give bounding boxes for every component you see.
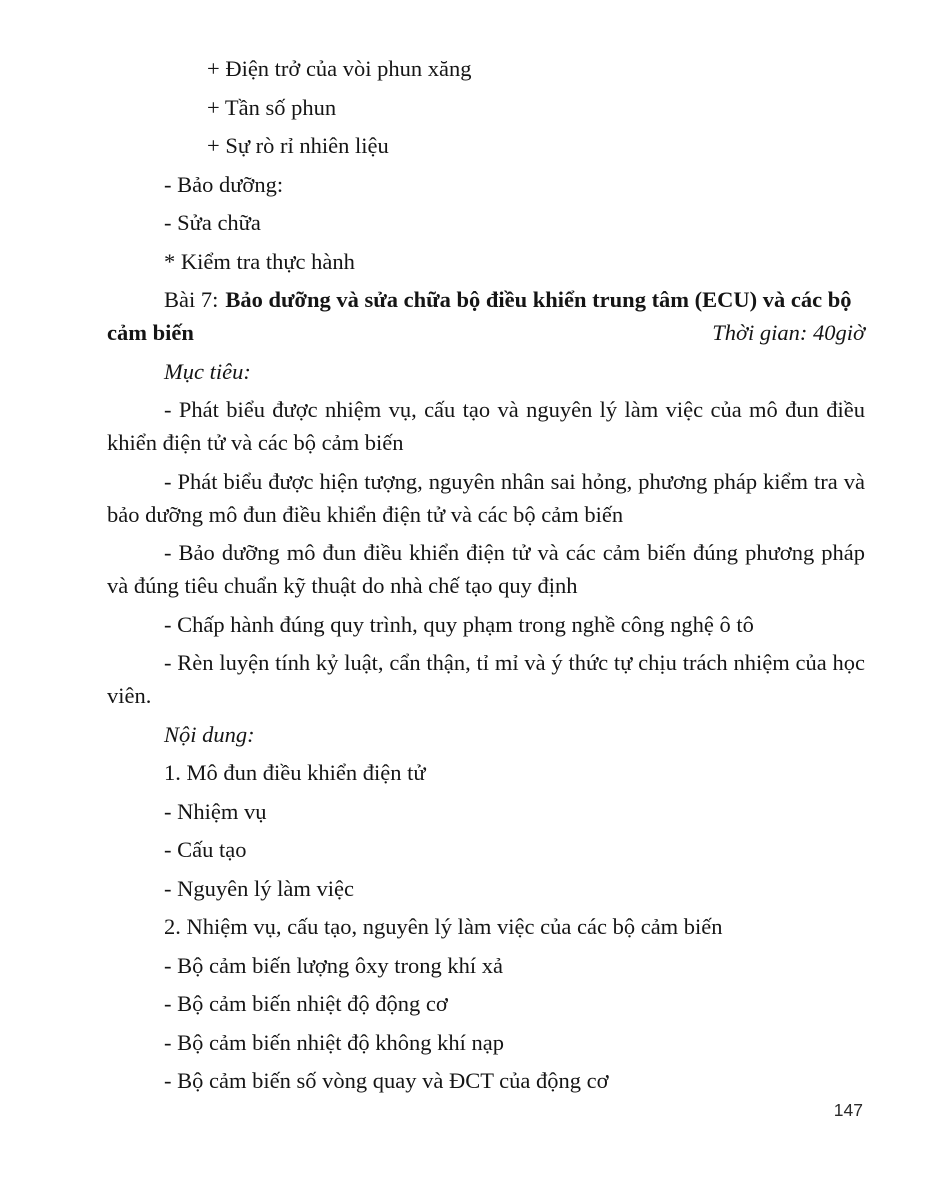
lesson-duration: Thời gian: 40giờ: [712, 320, 865, 345]
content-heading: Nội dung:: [164, 721, 255, 747]
content-item: - Bộ cảm biến số vòng quay và ĐCT của động cơ: [164, 1068, 609, 1093]
page-number: 147: [833, 1100, 863, 1120]
objective-item: - Phát biểu được hiện tượng, nguyên nhân sai hỏng, phương pháp kiểm tra và bảo dưỡng mô đun điều khiển điện tử và các bộ cảm biến: [107, 468, 865, 527]
dash-item: - Sửa chữa: [164, 210, 261, 235]
content-item: - Bộ cảm biến nhiệt độ không khí nạp: [164, 1029, 504, 1055]
lesson-label: Bài 7:: [164, 287, 219, 312]
content-item: - Bộ cảm biến lượng ôxy trong khí xả: [164, 952, 504, 978]
lesson-heading: [107, 283, 865, 349]
content-item: - Bộ cảm biến nhiệt độ động cơ: [164, 991, 448, 1016]
check-item: + Điện trở của vòi phun xăng: [207, 56, 472, 81]
check-item: + Sự rò rỉ nhiên liệu: [207, 133, 389, 158]
objective-item: - Phát biểu được nhiệm vụ, cấu tạo và nguyên lý làm việc của mô đun điều khiển điện tử và các bộ cảm biến: [107, 397, 865, 455]
check-item: + Tần số phun: [207, 94, 337, 120]
objective-item: - Chấp hành đúng quy trình, quy phạm trong nghề công nghệ ô tô: [164, 611, 754, 637]
objectives-heading: Mục tiêu:: [164, 358, 251, 384]
content-item: 2. Nhiệm vụ, cấu tạo, nguyên lý làm việc của các bộ cảm biến: [164, 914, 723, 939]
content-item: - Cấu tạo: [164, 837, 247, 862]
lesson-title: Bảo dưỡng và sửa chữa bộ điều khiển trung tâm (ECU) và các bộ cảm biến: [107, 287, 852, 345]
objective-item: - Bảo dưỡng mô đun điều khiển điện tử và các cảm biến đúng phương pháp và đúng tiêu chuẩn kỹ thuật do nhà chế tạo quy định: [107, 540, 865, 598]
content-item: 1. Mô đun điều khiển điện tử: [164, 760, 426, 785]
objective-item: - Rèn luyện tính kỷ luật, cẩn thận, tỉ mỉ và ý thức tự chịu trách nhiệm của học viên.: [107, 650, 865, 708]
dash-item: - Bảo dưỡng:: [164, 171, 284, 197]
content-item: - Nguyên lý làm việc: [164, 875, 354, 901]
star-item: * Kiểm tra thực hành: [164, 248, 355, 274]
content-item: - Nhiệm vụ: [164, 798, 267, 824]
